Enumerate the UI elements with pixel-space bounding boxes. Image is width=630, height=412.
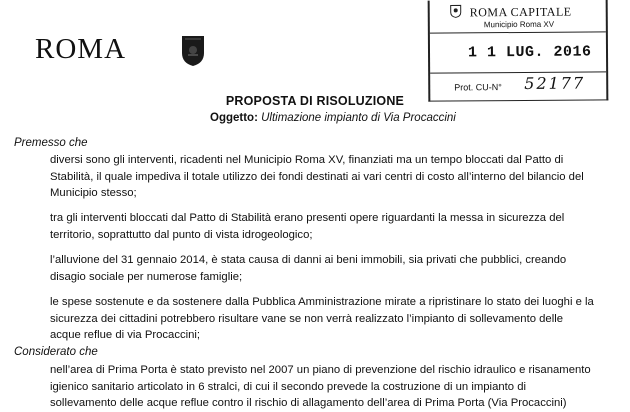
paragraph-line: l’alluvione del 31 gennaio 2014, è stata causa di danni ai beni immobili, sia privati che pubblici, creando <box>50 254 567 266</box>
paragraph-line: sollevamento delle acque reflue contro il rischio di allagamento dell’area di Prima Porta (Via Procaccini) <box>50 397 567 410</box>
paragraph-line: le spese sostenute e da sostenere dalla Pubblica Amministrazione mirate a ripristinare lo stato dei luoghi e la <box>50 296 594 308</box>
roma-logo-text: ROMA <box>35 33 127 65</box>
paragraph-line: Stabilità, il quale impediva il totale utilizzo dei fondi destinati ai vari centri di costo all’interno del bilancio del <box>50 170 584 183</box>
paragraph-line: disagio sociale per numerose famiglie; <box>50 270 243 283</box>
rome-shield-icon <box>180 33 206 67</box>
premesso-heading: Premesso che <box>14 137 88 149</box>
document-title: PROPOSTA DI RISOLUZIONE <box>225 94 405 108</box>
stamp-date: 1 1 LUG. 2016 <box>467 43 592 62</box>
stamp-organization: ROMA CAPITALE <box>469 4 572 20</box>
paragraph-line: diversi sono gli interventi, ricadenti nel Municipio Roma XV, finanziati ma un tempo bloccati dal Patto di <box>50 154 564 166</box>
stamp-protocol-label: Prot. CU-N° <box>454 82 502 93</box>
paragraph-line: nell’area di Prima Porta è stato previsto nel 2007 un piano di prevenzione del rischio idraulico e risanamento <box>50 364 591 376</box>
document-subject <box>210 112 456 124</box>
premesso-paragraph <box>50 294 618 344</box>
paragraph-line: sicurezza dei cittadini potrebbero risultare vane se non verrà realizzato l’impianto di sollevamento delle <box>50 312 564 325</box>
considerato-paragraph <box>50 362 618 412</box>
paragraph-line: Municipio stesso; <box>50 187 137 200</box>
stamp-emblem-icon <box>450 4 462 18</box>
stamp-protocol-number: 52177 <box>524 73 586 93</box>
premesso-paragraph <box>50 252 618 285</box>
protocol-stamp <box>428 0 609 102</box>
paragraph-line: igienico sanitario articolato in 6 stralci, di cui il secondo prevede la costruzione di un impianto di <box>50 380 526 393</box>
paragraph-line: acque reflue di via Procaccini; <box>50 329 201 342</box>
considerato-heading: Considerato che <box>14 346 98 358</box>
premesso-paragraph <box>50 152 618 202</box>
paragraph-line: territorio, soprattutto dal punto di vista idrogeologico; <box>50 228 313 241</box>
subject-label: Oggetto: <box>210 112 258 124</box>
subject-text: Ultimazione impianto di Via Procaccini <box>261 112 456 124</box>
paragraph-line: tra gli interventi bloccati dal Patto di Stabilità erano presenti opere riguardanti la messa in sicurezza del <box>50 212 565 224</box>
premesso-paragraph <box>50 210 618 243</box>
stamp-divider <box>430 31 606 33</box>
stamp-department: Municipio Roma XV <box>483 19 555 30</box>
